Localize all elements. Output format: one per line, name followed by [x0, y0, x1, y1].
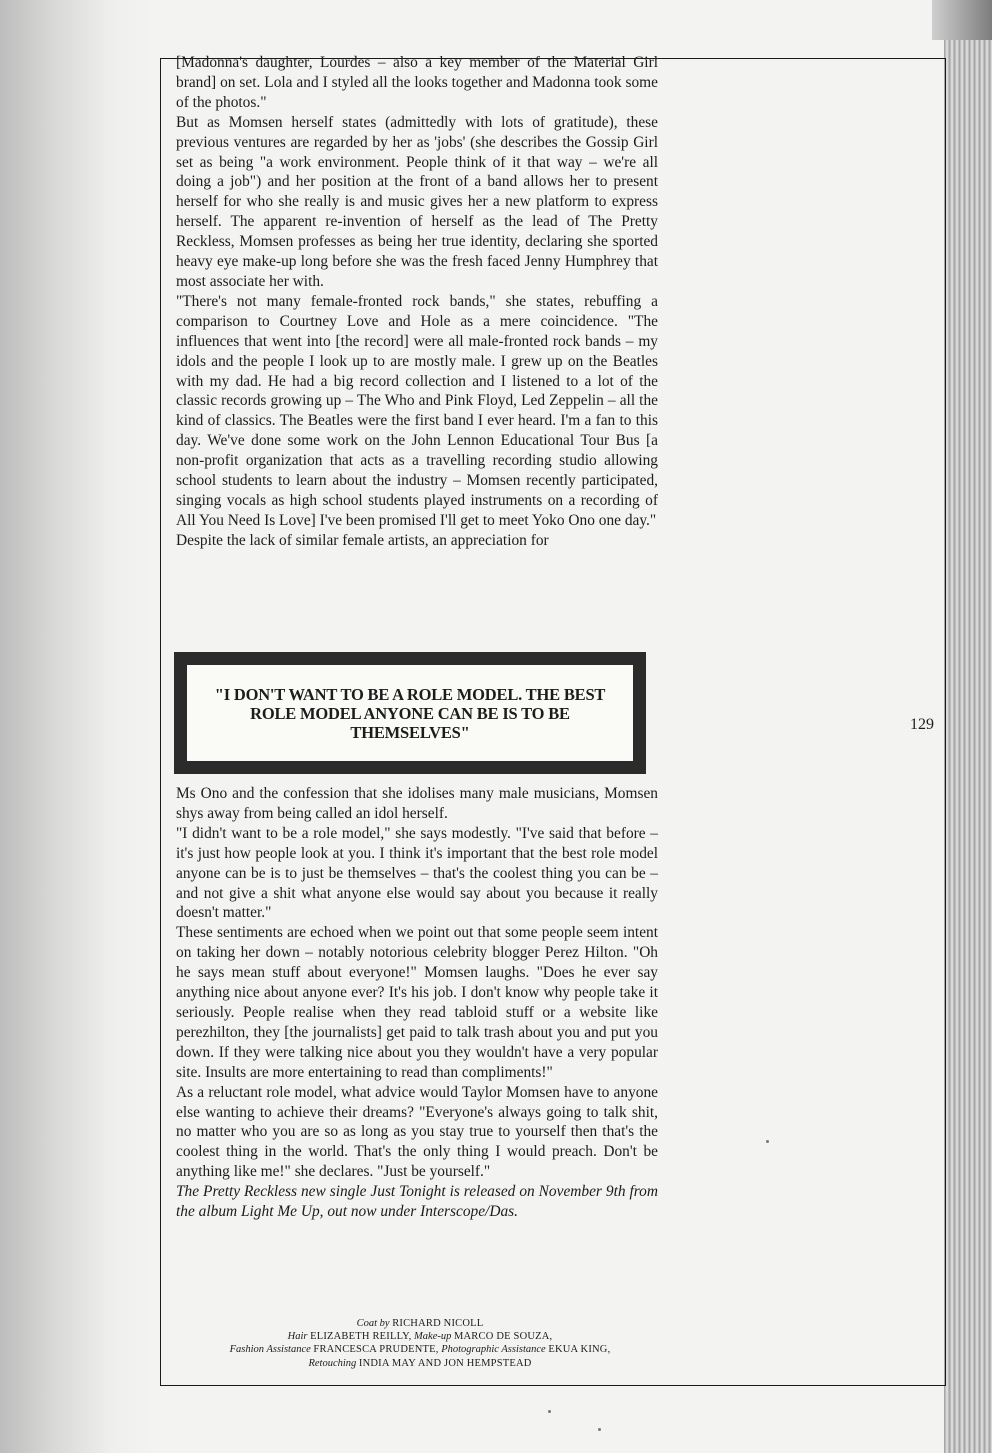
paragraph: As a reluctant role model, what advice would Taylor Momsen have to anyone else wanting to achieve their dreams? "Everyone's always going to talk shit, no matter who you are so as long as you stay true to yourself then that's the coolest thing in the world. That's the only thing I would preach. Don't be anything like me!" she declares. "Just be yourself." — [176, 1083, 658, 1181]
paragraph: "There's not many female-fronted rock bands," she states, rebuffing a comparison to Courtney Love and Hole as a mere coincidence. "The influences that went into [the record] were all male-fronted rock bands – my idols and the people I look up to are mostly male. I grew up on the Beatles with my dad. He had a big record collection and I listened to a lot of the classic records growing up – The Who and Pink Floyd, Led Zeppelin – all the kind of classics. The Beatles were the first band I ever heard. I'm a fan to this day. We've done some work on the John Lennon Educational Tour Bus [a non-profit organization that acts as a travelling recording studio allowing school students to learn about the industry – Momsen recently participated, singing vocals as high school students played instruments on a recording of All You Need Is Love] I've been promised I'll get to meet Yoko Ono one day." — [176, 292, 658, 529]
paragraph: Ms Ono and the confession that she idolises many male musicians, Momsen shys away from being called an idol herself. — [176, 785, 658, 822]
pull-quote-text: "I DON'T WANT TO BE A ROLE MODEL. THE BEST ROLE MODEL ANYONE CAN BE IS TO BE THEMSELVES" — [187, 665, 633, 761]
photo-credits — [170, 1317, 670, 1370]
scan-shadow-left — [0, 0, 150, 1453]
credit-role: Photographic Assistance — [441, 1344, 546, 1356]
scan-speck — [548, 1410, 551, 1413]
credit-line-assistance — [170, 1343, 670, 1356]
page-corner-shadow — [932, 0, 992, 40]
credit-name: ELIZABETH REILLY, — [310, 1331, 412, 1343]
credit-line-retouching — [170, 1357, 670, 1370]
page-number: 129 — [910, 716, 934, 733]
article-column-top — [176, 53, 658, 551]
paragraph: "I didn't want to be a role model," she says modestly. "I've said that before – it's just how people look at you. I think it's important that the best role model anyone can be is to just be themselves – that's the coolest thing you can be – and not give a shit what anyone else would say about you because it really doesn't matter." — [176, 824, 658, 922]
release-note: The Pretty Reckless new single Just Tonight is released on November 9th from the album Light Me Up, out now under Interscope/Das. — [176, 1183, 658, 1221]
credit-role: Retouching — [308, 1357, 357, 1369]
credit-role: Make-up — [414, 1331, 452, 1343]
paragraph: These sentiments are echoed when we point out that some people seem intent on taking her down – notably notorious celebrity blogger Perez Hilton. "Oh he says mean stuff about everyone!" Momsen laughs. "Does he ever say anything nice about anyone ever? It's his job. I don't know why people take it seriously. People realise when they read tabloid stuff or a website like perezhilton, they [the journalists] get paid to talk trash about you and put you down. If they were talking nice about you they wouldn't have a very popular site. Insults are more entertaining to read than compliments!" — [176, 924, 658, 1081]
credit-name: INDIA MAY AND JON HEMPSTEAD — [358, 1357, 532, 1369]
scan-speck — [598, 1428, 601, 1431]
credit-role: Fashion Assistance — [229, 1344, 311, 1356]
paragraph: But as Momsen herself states (admittedly with lots of gratitude), these previous ventures are regarded by her as 'jobs' (she describes the Gossip Girl set as being "a work environment. People think of it that way – we're all doing a job") and her position at the front of a band allows her to present herself for who she really is and music gives her a new platform to express herself. The apparent re-invention of herself as the lead of The Pretty Reckless, Momsen professes as being her true identity, declaring she sported heavy eye make-up long before she was the fresh faced Jenny Humphrey that most associate her with. — [176, 113, 658, 290]
credit-name: MARCO DE SOUZA, — [453, 1331, 553, 1343]
paragraph: Despite the lack of similar female artists, an appreciation for — [176, 531, 549, 549]
credit-name: FRANCESCA PRUDENTE, — [313, 1344, 439, 1356]
credit-name: EKUA KING, — [548, 1344, 611, 1356]
article-column-bottom — [176, 784, 658, 1222]
page-edges — [944, 0, 992, 1453]
pull-quote-box — [174, 652, 646, 774]
paragraph: [Madonna's daughter, Lourdes – also a key member of the Material Girl brand] on set. Lola and I styled all the looks together and Madonna took some of the photos." — [176, 54, 658, 111]
credit-name: RICHARD NICOLL — [392, 1318, 484, 1329]
credit-line-hair-makeup — [170, 1330, 670, 1343]
credit-role: Hair — [287, 1331, 308, 1343]
credit-role: Coat by — [356, 1318, 390, 1329]
credit-line-coat — [170, 1317, 670, 1330]
scan-speck — [766, 1140, 769, 1143]
